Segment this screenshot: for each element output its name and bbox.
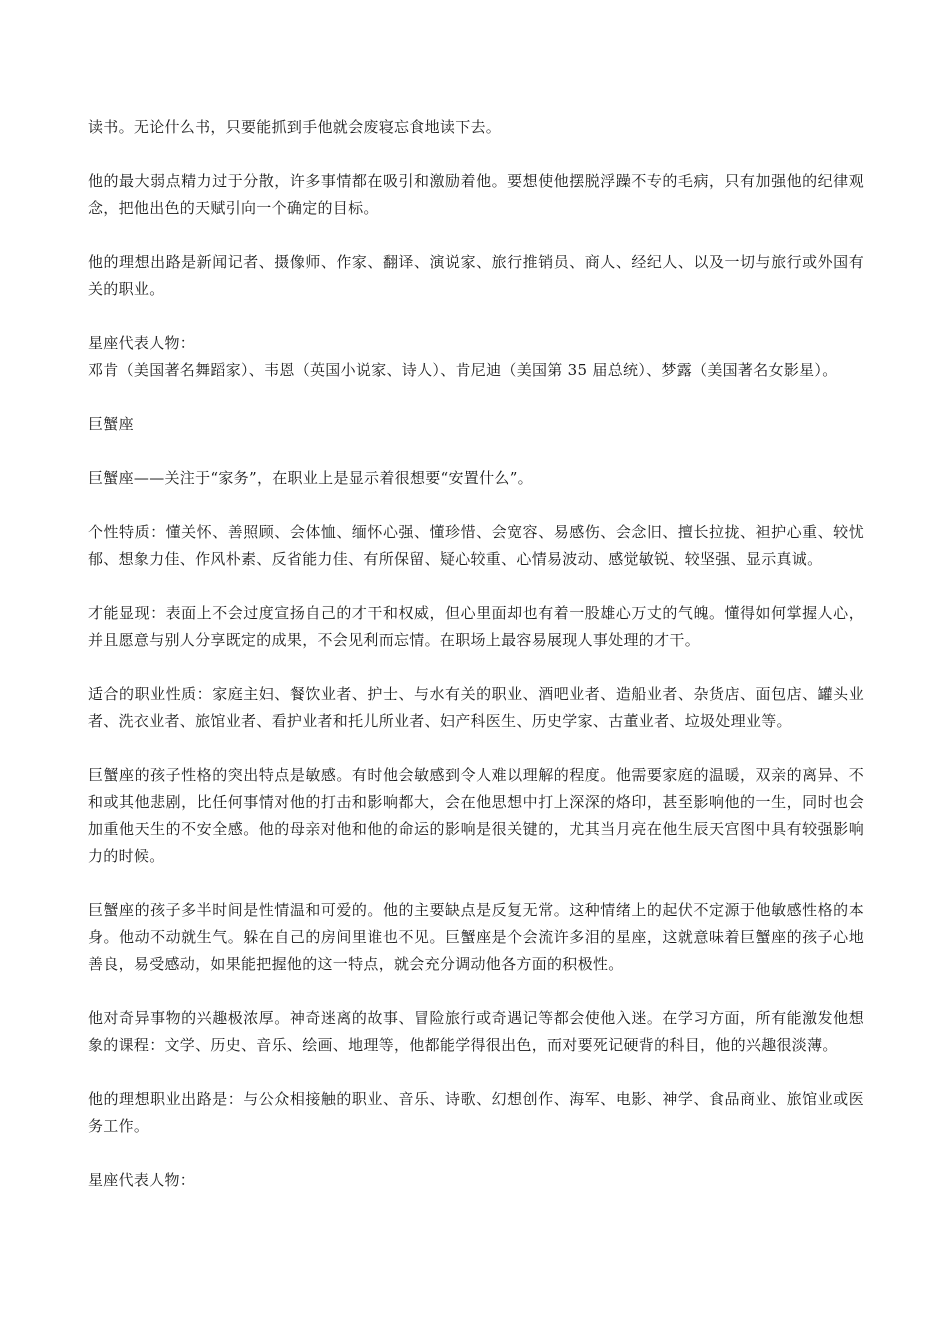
paragraph-cancer-ideal-career: 他的理想职业出路是：与公众相接触的职业、音乐、诗歌、幻想创作、海军、电影、神学、食品商业、旅馆业或医务工作。 xyxy=(88,1090,864,1135)
paragraph-cancer-representatives-heading: 星座代表人物： xyxy=(88,1171,196,1189)
paragraph-personality-traits: 个性特质：懂关怀、善照顾、会体恤、缅怀心强、懂珍惜、会宽容、易感伤、会念旧、擅长拉拢、袒护心重、较忧郁、想象力佳、作风朴素、反省能力佳、有所保留、疑心较重、心情易波动、感觉敏锐、较坚强、显示真诚。 xyxy=(88,523,864,568)
paragraph-cancer-intro: 巨蟹座——关注于“家务”，在职业上是显示着很想要“安置什么”。 xyxy=(88,469,533,487)
paragraph-child-temperament: 巨蟹座的孩子多半时间是性情温和可爱的。他的主要缺点是反复无常。这种情绪上的起伏不定源于他敏感性格的本身。他动不动就生气。躲在自己的房间里谁也不见。巨蟹座是个会流许多泪的星座，这就意味着巨蟹座的孩子心地善良，易受感动，如果能把握他的这一特点，就会充分调动他各方面的积极性。 xyxy=(88,901,864,973)
paragraph-ideal-career: 他的理想出路是新闻记者、摄像师、作家、翻译、演说家、旅行推销员、商人、经纪人、以及一切与旅行或外国有关的职业。 xyxy=(88,253,864,298)
paragraph-talents: 才能显现：表面上不会过度宣扬自己的才干和权威，但心里面却也有着一股雄心万丈的气魄。懂得如何掌握人心，并且愿意与别人分享既定的成果，不会见利而忘情。在职场上最容易展现人事处理的才干。 xyxy=(88,604,864,649)
paragraph-weakness: 他的最大弱点精力过于分散，许多事情都在吸引和激励着他。要想使他摆脱浮躁不专的毛病，只有加强他的纪律观念，把他出色的天赋引向一个确定的目标。 xyxy=(88,172,864,217)
paragraph-reading: 读书。无论什么书，只要能抓到手他就会废寝忘食地读下去。 xyxy=(88,118,502,136)
paragraph-child-interests: 他对奇异事物的兴趣极浓厚。神奇迷离的故事、冒险旅行或奇遇记等都会使他入迷。在学习方面，所有能激发他想象的课程：文学、历史、音乐、绘画、地理等，他都能学得很出色，而对要死记硬背的科目，他的兴趣很淡薄。 xyxy=(88,1009,864,1054)
section-title-cancer: 巨蟹座 xyxy=(88,415,134,433)
paragraph-child-sensitivity: 巨蟹座的孩子性格的突出特点是敏感。有时他会敏感到令人难以理解的程度。他需要家庭的温暖，双亲的离异、不和或其他悲剧，比任何事情对他的打击和影响都大，会在他思想中打上深深的烙印，甚至影响他的一生，同时也会加重他天生的不安全感。他的母亲对他和他的命运的影响是很关键的，尤其当月亮在他生辰天宫图中具有较强影响力的时候。 xyxy=(88,766,864,865)
paragraph-suitable-careers: 适合的职业性质：家庭主妇、餐饮业者、护士、与水有关的职业、酒吧业者、造船业者、杂货店、面包店、罐头业者、洗衣业者、旅馆业者、看护业者和托儿所业者、妇产科医生、历史学家、古董业者、垃圾处理业等。 xyxy=(88,685,864,730)
paragraph-representatives-list: 邓肯（美国著名舞蹈家）、韦恩（英国小说家、诗人）、肯尼迪（美国第 35 届总统）、梦露（美国著名女影星）。 xyxy=(88,361,838,379)
paragraph-representatives-heading: 星座代表人物： xyxy=(88,334,196,352)
document-page xyxy=(88,114,864,1194)
